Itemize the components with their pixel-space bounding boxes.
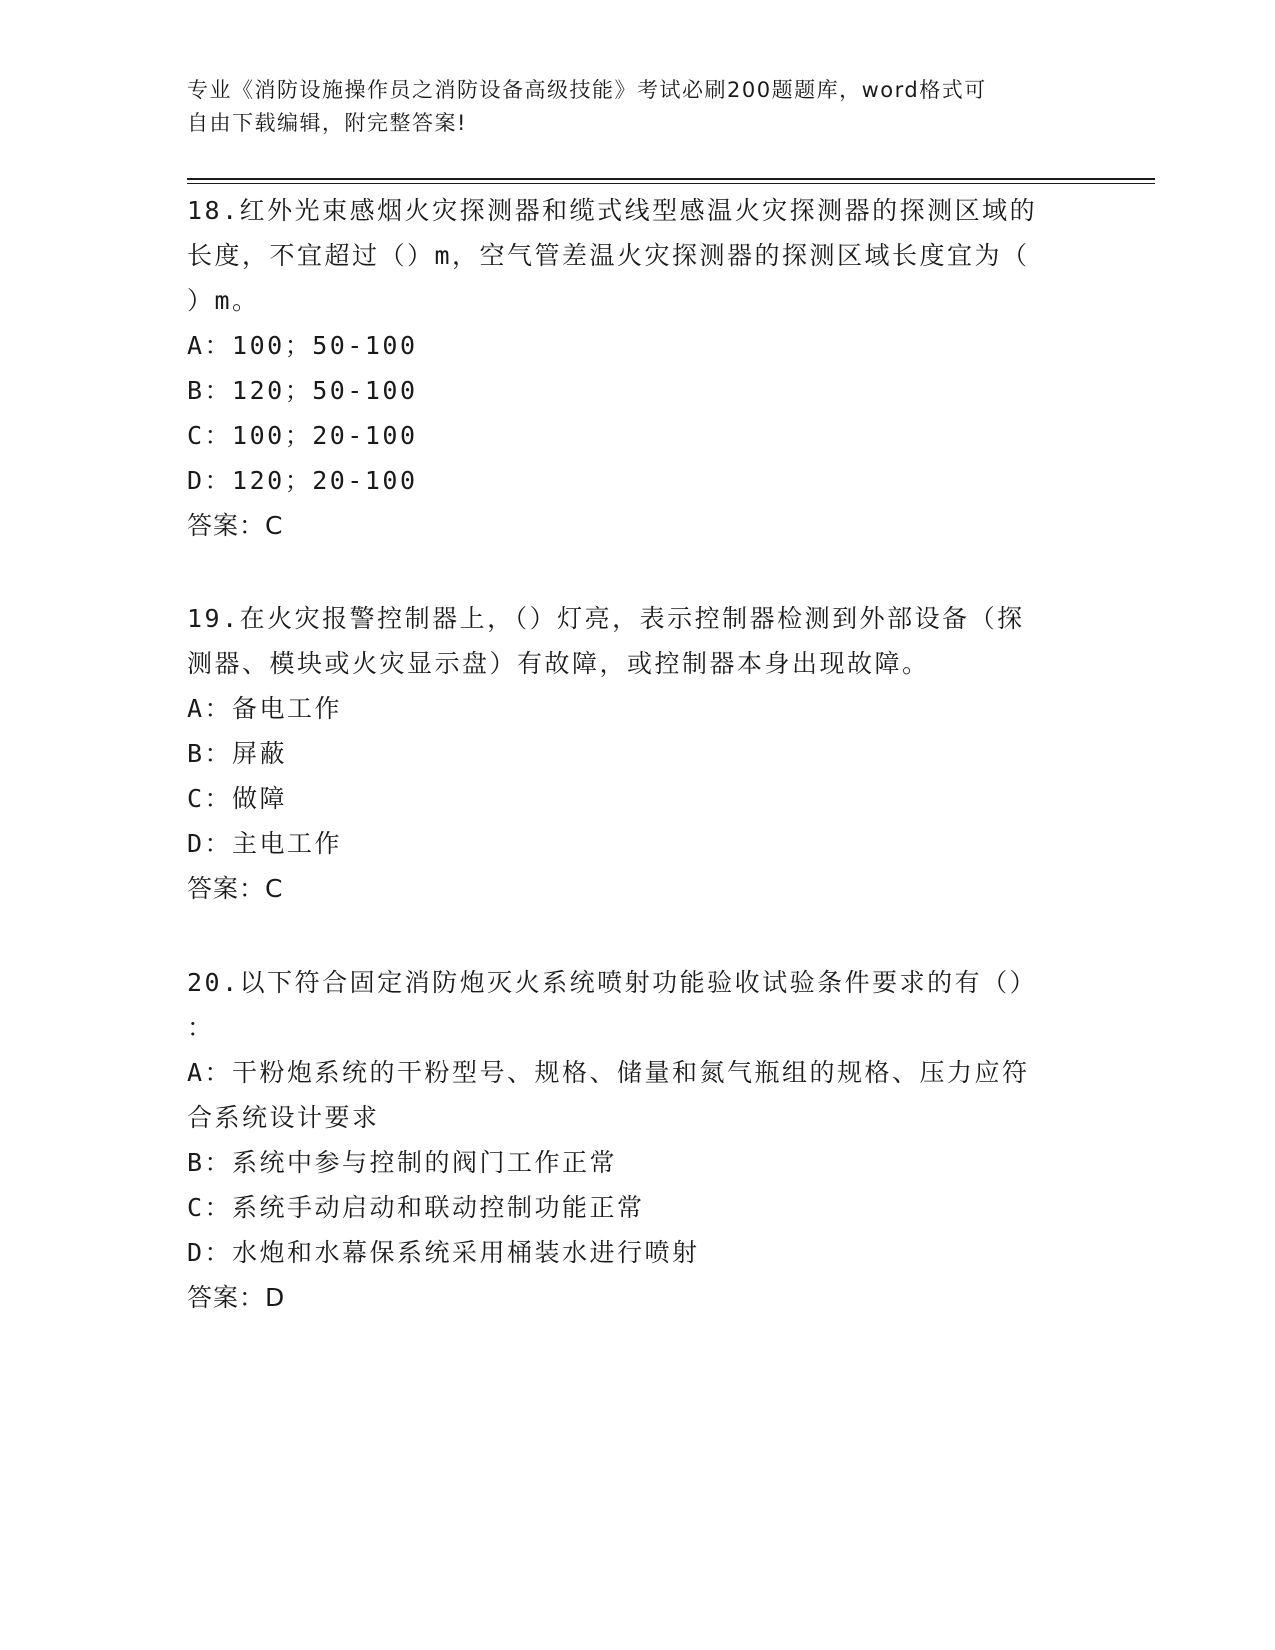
option-c: C：100；20-100: [187, 421, 418, 450]
option-b: B：系统中参与控制的阀门工作正常: [187, 1148, 618, 1177]
option-a-line: 合系统设计要求: [187, 1103, 380, 1132]
question-19: [187, 596, 1087, 911]
question-stem-line: ：: [187, 1013, 215, 1042]
question-stem-line: 18.红外光束感烟火灾探测器和缆式线型感温火灾探测器的探测区域的: [187, 196, 1038, 225]
question-18: [187, 188, 1087, 548]
question-stem-line: 20.以下符合固定消防炮灭火系统喷射功能验收试验条件要求的有（）: [187, 968, 1038, 997]
option-d: D：主电工作: [187, 829, 343, 858]
question-stem-line: 长度，不宜超过（）m，空气管差温火灾探测器的探测区域长度宜为（: [187, 241, 1030, 270]
option-a: [187, 1050, 1087, 1140]
option-a: A：100；50-100: [187, 331, 418, 360]
answer: 答案：D: [187, 1283, 286, 1312]
option-b: B：屏蔽: [187, 739, 288, 768]
option-a-line: A：干粉炮系统的干粉型号、规格、储量和氮气瓶组的规格、压力应符: [187, 1058, 1030, 1087]
header-divider-thick: [187, 178, 1155, 180]
option-c: C：做障: [187, 784, 288, 813]
question-stem: [187, 596, 1087, 686]
option-a: A：备电工作: [187, 694, 343, 723]
answer: 答案：C: [187, 511, 284, 540]
option-d: D：水炮和水幕保系统采用桶装水进行喷射: [187, 1238, 700, 1267]
document-header: [187, 74, 1067, 140]
header-line-2: 自由下载编辑，附完整答案!: [187, 111, 467, 135]
question-stem-line: 测器、模块或火灾显示盘）有故障，或控制器本身出现故障。: [187, 649, 930, 678]
header-line-1: 专业《消防设施操作员之消防设备高级技能》考试必刷200题题库，word格式可: [187, 78, 987, 102]
question-stem-line: ）m。: [187, 286, 260, 315]
question-20: [187, 960, 1087, 1320]
question-stem: [187, 960, 1087, 1050]
question-stem-line: 19.在火灾报警控制器上，（）灯亮，表示控制器检测到外部设备（探: [187, 604, 1025, 633]
option-c: C：系统手动启动和联动控制功能正常: [187, 1193, 645, 1222]
question-stem: [187, 188, 1087, 323]
header-divider-thin: [187, 183, 1155, 184]
option-d: D：120；20-100: [187, 466, 418, 495]
option-b: B：120；50-100: [187, 376, 418, 405]
answer: 答案：C: [187, 874, 284, 903]
